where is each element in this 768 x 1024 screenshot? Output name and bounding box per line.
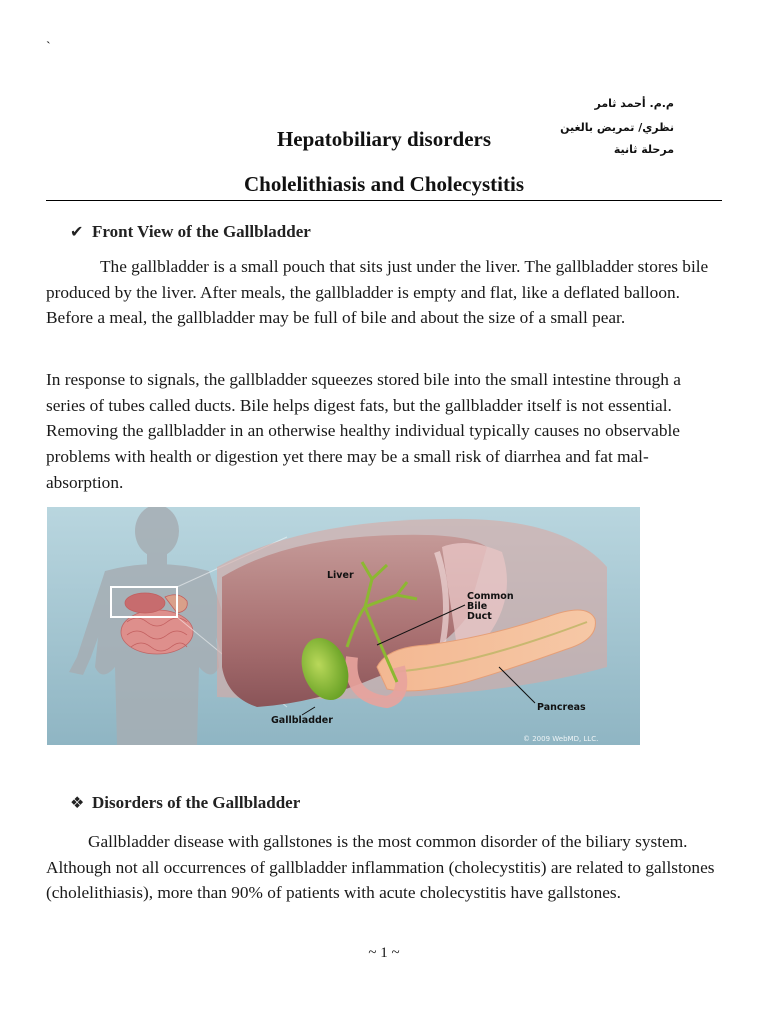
label-gallbladder: Gallbladder (271, 715, 333, 726)
title-divider (46, 200, 722, 201)
label-duct: Duct (467, 611, 492, 622)
intestines (121, 593, 193, 654)
label-common: Common (467, 591, 514, 602)
checkmark-icon: ✔ (70, 222, 84, 241)
paragraph-gallbladder-intro: The gallbladder is a small pouch that sits just under the liver. The gallbladder stores bile produced by the liver. After meals, the gallbladder is empty and flat, like a deflated balloon. Before a meal, the gallbladder may be full of bile and about the size of a small pear. (46, 257, 709, 328)
paragraph-gallbladder-disease: Gallbladder disease with gallstones is the most common disorder of the biliary system. Although not all occurrences of gallbladder inflammation (cholecystitis) are related to gallstones (cholelithiasis), more than 90% of patients with acute cholecystitis have gallstones. (46, 832, 715, 903)
gallbladder-anatomy-figure (47, 507, 640, 745)
page-title: Hepatobiliary disorders (276, 127, 492, 151)
page-number: ~ 1 ~ (368, 945, 400, 961)
author-name: م.م. أحمد ثامر (594, 97, 674, 110)
stray-mark: ` (46, 40, 51, 55)
label-pancreas: Pancreas (537, 702, 586, 713)
figure-copyright: © 2009 WebMD, LLC. (523, 735, 599, 743)
section-heading-disorders (70, 793, 300, 813)
paragraph-gallbladder-function: In response to signals, the gallbladder squeezes stored bile into the small intestine through a series of tubes called ducts. Bile helps digest fats, but the gallbladder itself is not essential. Removing the gallbladder in an otherwise healthy individual typically causes no observable problems with health or digestion yet there may be a small risk of diarrhea and fat mal-absorption. (46, 370, 681, 492)
diamond-bullet-icon: ❖ (70, 793, 85, 812)
stage-label: مرحلة ثانية (613, 143, 674, 156)
section-heading-front-view (70, 222, 311, 242)
section-heading-text: Disorders of the Gallbladder (92, 793, 301, 812)
page-subtitle: Cholelithiasis and Cholecystitis (243, 172, 525, 196)
anatomy-illustration (47, 507, 640, 745)
course-label: نظري/ تمريض بالغين (560, 121, 674, 134)
label-bile: Bile (467, 601, 488, 612)
label-liver: Liver (327, 570, 354, 581)
section-heading-text: Front View of the Gallbladder (92, 222, 311, 241)
